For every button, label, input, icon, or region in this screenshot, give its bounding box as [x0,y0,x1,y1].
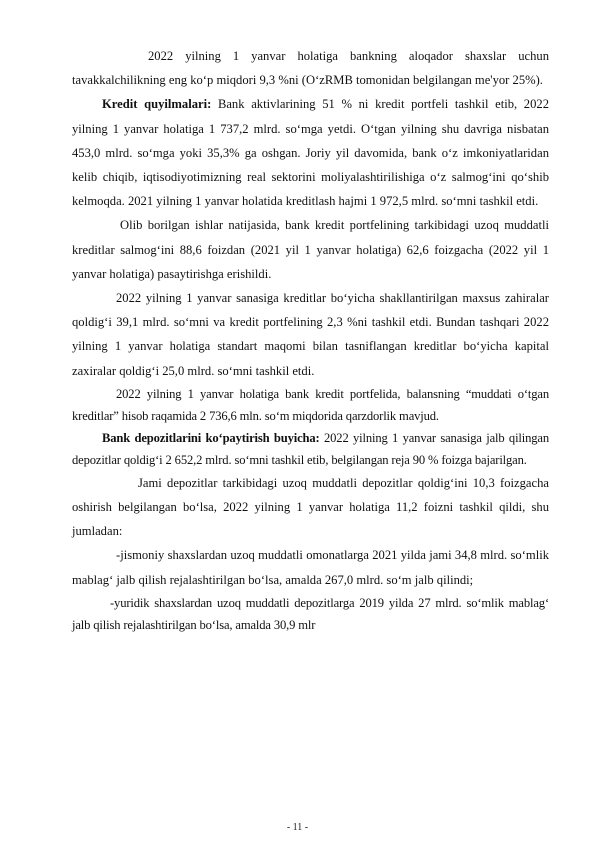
paragraph-long-term-deposits: Jami depozitlar tarkibidagi uzoq muddatli depozitlar qoldig‘ini 10,3 foizgacha oshirish belgilangan bo‘lsa, 2022 yilning 1 yanvar holatiga 11,2 foizni tashkil qildi, shu jumladan: [72,475,549,539]
paragraph-special-reserves: 2022 yilning 1 yanvar sanasiga kreditlar bo‘yicha shakllantirilgan maxsus zahiralar qoldig‘i 39,1 mlrd. so‘mni va kredit portfelining 2,3 %ni tashkil etdi. Bundan tashqari 2022 yilning 1 yanvar holatiga standart maqomi bilan tasniflangan kreditlar bo‘yicha kapital zaxiralar qoldig‘i 25,0 mlrd. so‘mni tashkil etdi. [72,291,549,378]
paragraph-deposits-text: 2022 yilning 1 yanvar sanasiga jalb qilingan depozitlar qoldig‘i 2 652,2 mlrd. so‘mni tashkil etib, belgilangan reja 90 % foizga bajarilgan. [72,430,549,467]
paragraph-long-term-share: Olib borilgan ishlar natijasida, bank kredit portfelining tarkibidagi uzoq muddatli kreditlar salmog‘ini 88,6 foizdan (2021 yil 1 yanvar holatiga) 62,6 foizgacha (2022 yil 1 yanvar holatiga) pasaytirishga erishildi. [72,218,549,281]
paragraph-individuals-deposits: -jismoniy shaxslardan uzoq muddatli omonatlarga 2021 yilda jami 34,8 mlrd. so‘mlik mablag‘ jalb qilish rejalashtirilgan bo‘lsa, amalda 267,0 mlrd. so‘m jalb qilindi; [72,548,549,587]
paragraph-deposits [72,427,549,471]
paragraph-related-parties-risk: 2022 yilning 1 yanvar holatiga bankning aloqador shaxslar uchun tavakkalchilikning eng ko‘p miqdori 9,3 %ni (O‘zRMB tomonidan belgilangan me'yor 25%). [72,49,549,88]
heading-deposits: Bank depozitlarini ko‘paytirish buyicha: [102,430,320,445]
heading-credit-investments: Kredit quyilmalari: [102,97,212,112]
paragraph-credit-investments [72,92,549,213]
paragraph-legal-entities-deposits: -yuridik shaxslardan uzoq muddatli depozitlarga 2019 yilda 27 mlrd. so‘mlik mablag‘ jalb qilish rejalashtirilgan bo‘lsa, amalda 30,9 mlr [72,595,549,632]
document-body [72,44,549,636]
page-number: - 11 - [286,822,309,833]
paragraph-overdue-loans: 2022 yilning 1 yanvar holatiga bank kredit portfelida, balansning “muddati o‘tgan kreditlar” hisob raqamida 2 736,6 mln. so‘m miqdorida qarzdorlik mavjud. [72,386,549,423]
paragraph-credit-investments-text: Bank aktivlarining 51 % ni kredit portfeli tashkil etib, 2022 yilning 1 yanvar holatiga 1 737,2 mlrd. so‘mga yetdi. O‘tgan yilning shu davriga nisbatan 453,0 mlrd. so‘mga yoki 35,3% ga oshgan. Joriy yil davomida, bank o‘z imkoniyatlaridan kelib chiqib, iqtisodiyotimizning real sektorini moliyalashtirilishiga o‘z salmog‘ini qo‘shib kelmoqda. 2021 yilning 1 yanvar holatida kreditlash hajmi 1 972,5 mlrd. so‘mni tashkil etdi. [72,97,549,209]
